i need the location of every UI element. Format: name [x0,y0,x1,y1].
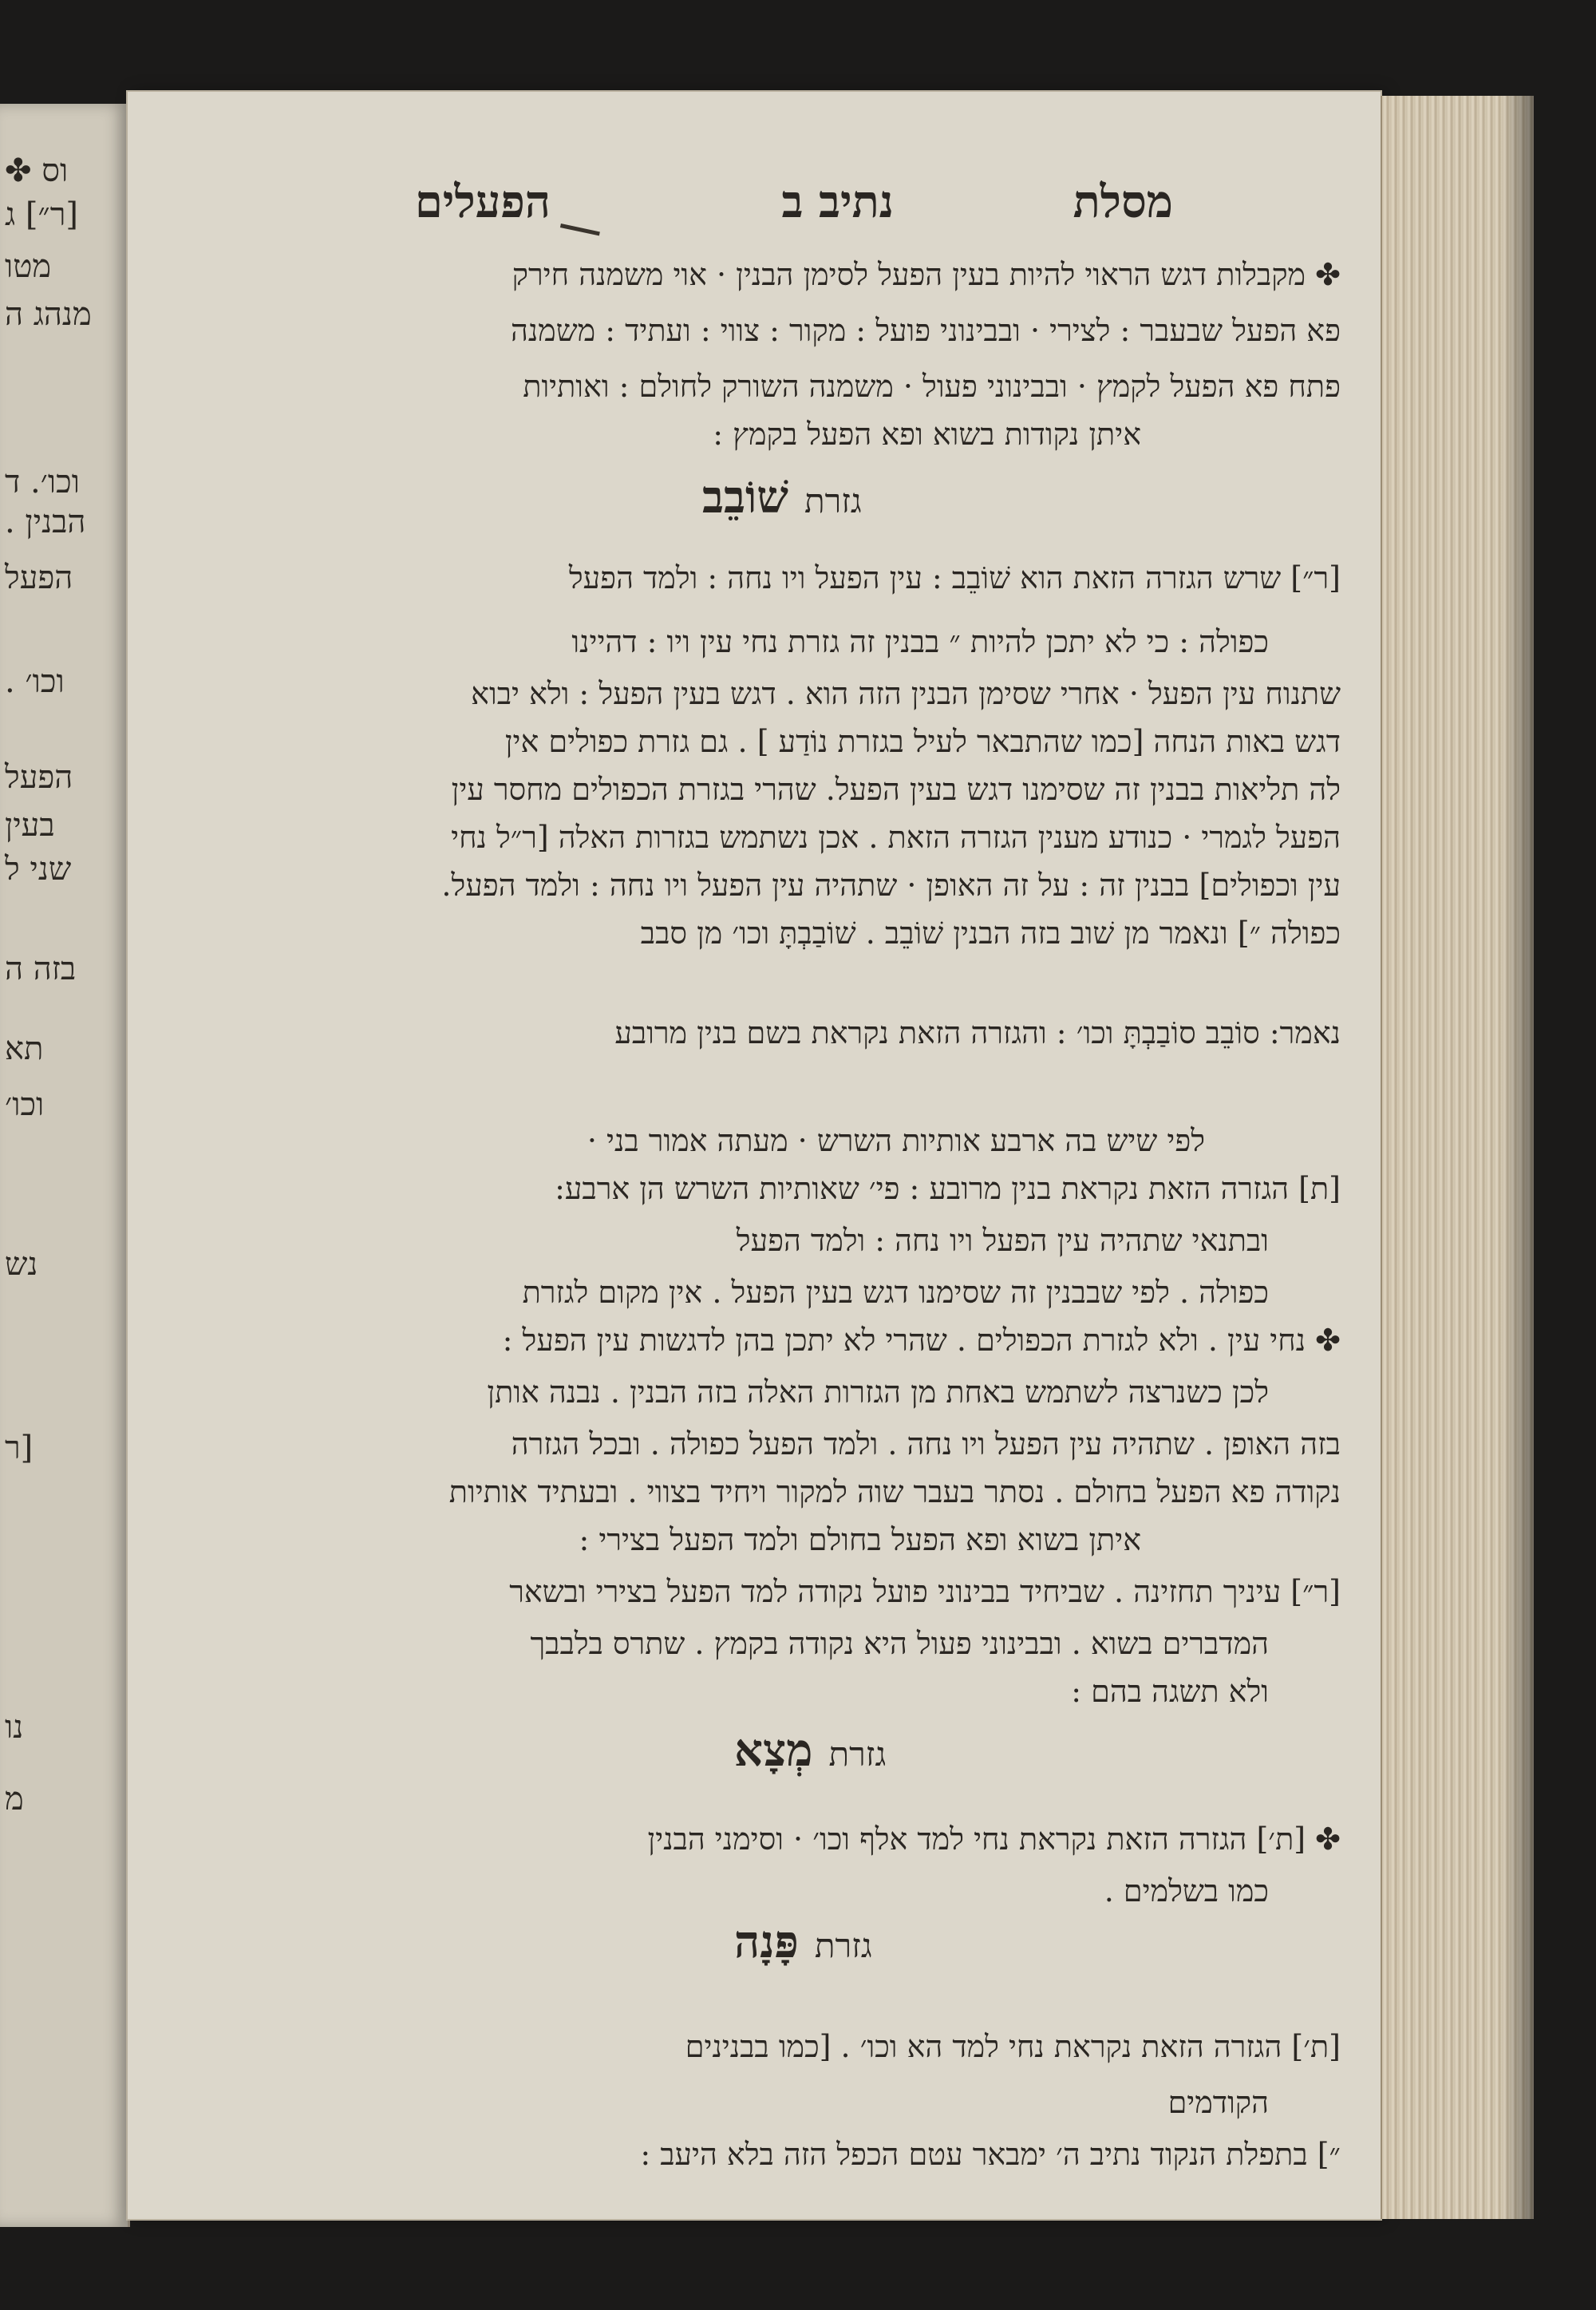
left-page-text-fragment: וכו׳. ד [5,464,80,500]
text-line: ״] בתפלת הנקוד נתיב ה׳ ימבאר עטם הכפל הזה בלא היעב : [640,2137,1341,2172]
heading-root-word: פָּנָה [734,1916,799,1968]
heading-label: גזרת [814,1926,872,1965]
text-line: נקודה פא הפעל בחולם . נסתר בעבר שוה למקור ויחיד בצווי . ובעתיד אותיות [448,1474,1341,1509]
page-content [144,92,1365,2219]
text-line: לה תליאות בבנין זה שסימנו דגש בעין הפעל. שהרי בגזרת הכפולים מחסר עין [451,772,1341,807]
left-page-text-fragment: נו [5,1709,24,1746]
left-page-text-fragment: בזה ה [5,951,77,987]
text-line: ובתנאי שתהיה עין הפעל ויו נחה : ולמד הפעל [736,1223,1269,1258]
left-page-fragment [0,104,130,2227]
text-line: כמו בשלמים . [1104,1873,1269,1909]
text-line: איתן נקודות בשוא ופא הפעל בקמץ : [713,417,1141,452]
left-page-text-fragment: תא [5,1030,44,1067]
left-page-text-fragment: שני ל [5,851,72,888]
text-line: נאמר: סוֹבֵב סוֹבַבְתָּ וכו׳ : והגזרה הזאת נקראת בשם בנין מרובע [614,1015,1341,1050]
text-line: ✤ נחי עין . ולא לגזרת הכפולים . שהרי לא יתכן בהן לדגשות עין הפעל : [502,1323,1341,1358]
running-header [144,176,1365,239]
left-page-text-fragment: בעין [5,807,55,844]
heading-label: גזרת [804,481,862,520]
text-line: ✤ מקבלות דגש הראוי להיות בעין הפעל לסימן הבנין · אוי משמנה חירק [512,257,1341,292]
left-page-text-fragment: וכו׳ [5,1086,45,1123]
header-right: מסלת [1073,176,1173,228]
text-line: [ת׳] הגזרה הזאת נקראת נחי למד הא וכו׳ . [כמו בבנינים [685,2029,1341,2064]
section-heading [734,1916,872,1968]
left-page-text-fragment: מטו [5,248,52,285]
header-left: הפעלים [414,176,551,228]
text-line: כפולה : כי לא יתכן להיות ״ בבנין זה גזרת נחי עין ויו : דהיינו [571,624,1269,659]
heading-label: גזרת [828,1734,887,1774]
section-heading [734,1724,886,1777]
text-line: כפולה ״] ונאמר מן שׁוב בזה הבנין שׁוֹבֵב . שׁוֹבַבְתָּ וכו׳ מן סבב [640,916,1341,951]
text-line: לפי שיש בה ארבע אותיות השרש · מעתה אמור בני · [587,1123,1205,1158]
text-line: [ר״] עיניך תחזינה . שביחיד בבינוני פועל נקודה למד הפעל בצירי ובשאר [509,1574,1341,1609]
book-page [128,92,1381,2219]
left-page-text-fragment: [ר [5,1430,34,1466]
text-line: פא הפעל שבעבר : לצירי · ובבינוני פועל : מקור : צווי : ועתיד : משמנה [510,313,1341,348]
text-line: הפעל לגמרי · כנודע מענין הגזרה הזאת . אכן נשתמש בגזרות האלה [ר״ל נחי [451,820,1341,855]
text-line: כפולה . לפי שבבנין זה שסימנו דגש בעין הפעל . אין מקום לגזרת [522,1275,1269,1310]
text-line: עין וכפולים] בבנין זה : על זה האופן · שתהיה עין הפעל ויו נחה : ולמד הפעל. [441,868,1341,903]
text-line: [ר״] שרש הגזרה הזאת הוא שׁוֹבֵב : עין הפעל ויו נחה : ולמד הפעל [568,560,1341,595]
text-line: הקודמים [1167,2085,1269,2120]
header-center: נתיב ב [781,176,894,228]
text-line: [ת] הגזרה הזאת נקראת בנין מרובע : פי׳ שאותיות השרש הן ארבע: [555,1171,1341,1206]
text-line: איתן בשוא ופא הפעל בחולם ולמד הפעל בצירי : [579,1522,1141,1557]
left-page-text-fragment: מנהג ה [5,296,92,333]
section-heading [702,471,862,524]
text-line: בזה האופן . שתהיה עין הפעל ויו נחה . ולמד הפעל כפולה . ובכל הגזרה [511,1426,1341,1462]
text-line: פתח פא הפעל לקמץ · ובבינוני פעול · משמנה השורק לחולם : ואותיות [523,369,1341,404]
text-line: לכן כשנרצה לשתמש באחת מן הגזרות האלה בזה הבנין . נבנה אותן [487,1375,1269,1410]
left-page-text-fragment: הבנין . [5,504,86,540]
text-line: דגש באות הנחה [כמו שהתבאר לעיל בגזרת נוֹדַע ] . גם גזרת כפולים אין [504,724,1341,759]
left-page-text-fragment: וכו׳ . [5,663,65,700]
left-page-text-fragment: וס ✤ [5,152,69,189]
left-page-text-fragment: נש [5,1246,38,1283]
left-page-text-fragment: הפעל [5,560,73,596]
page-edges [1381,96,1534,2219]
heading-root-word: שׁוֹבֵב [702,471,788,524]
text-line: שתנוח עין הפעל · אחרי שסימן הבנין הזה הוא . דגש בעין הפעל : ולא יבוא [471,676,1341,711]
left-page-text-fragment: מ [5,1781,24,1818]
left-page-text-fragment: הפעל [5,759,73,796]
text-line: ✤ [ת׳] הגזרה הזאת נקראת נחי למד אלף וכו׳ · וסימני הבנין [647,1821,1341,1857]
text-line: ולא תשגה בהם : [1071,1674,1269,1709]
heading-root-word: מְצָא [734,1724,813,1777]
left-page-text-fragment: [ר״] ג [5,196,78,233]
text-line: המדברים בשוא . ובבינוני פעול היא נקודה בקמץ . שתרס בלבבך [530,1626,1269,1661]
